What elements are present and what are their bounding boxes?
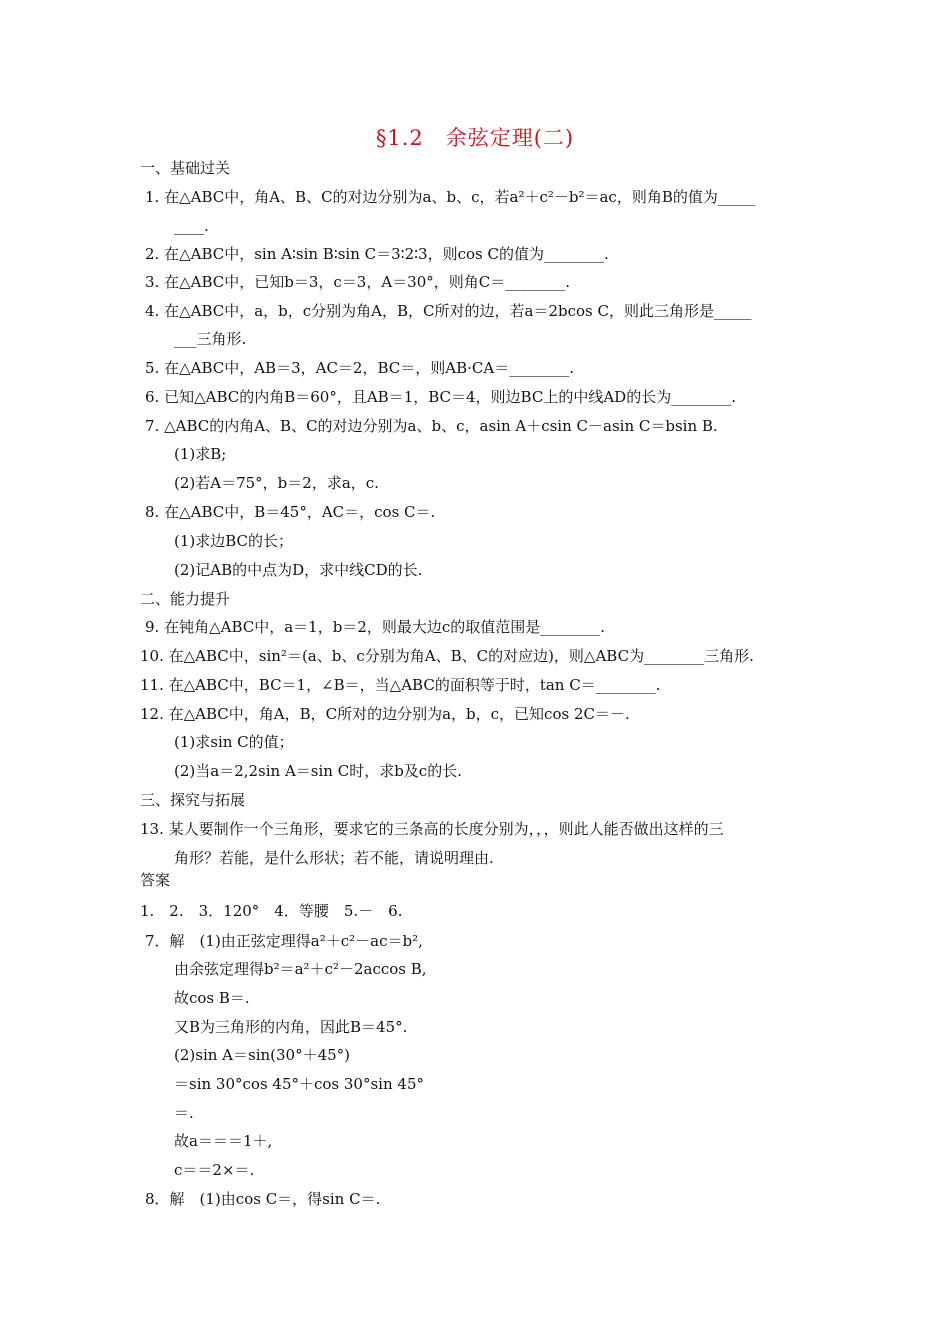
question-7: 7. △ABC的内角A、B、C的对边分别为a、b、c，asin A＋csin C－asin C＝bsin B. (145, 417, 718, 435)
answer-1-6: 1. 2. 3．120° 4．等腰 5.－ 6. (140, 902, 403, 920)
answer-7-line-3: 故cos B＝. (174, 989, 250, 1007)
question-6: 6. 已知△ABC的内角B＝60°，且AB＝1，BC＝4，则边BC上的中线AD的长为________. (145, 388, 736, 406)
question-2: 2. 在△ABC中，sin A∶sin B∶sin C＝3∶2∶3，则cos C的值为________. (145, 245, 609, 263)
answer-7-line-5: (2)sin A＝sin(30°＋45°) (174, 1046, 351, 1064)
question-4: 4. 在△ABC中，a，b，c分别为角A，B，C所对的边，若a＝2bcos C，则此三角形是_____ (145, 302, 752, 320)
question-8-part-1: (1)求边BC的长； (174, 532, 294, 550)
question-11: 11. 在△ABC中，BC＝1，∠B＝，当△ABC的面积等于时，tan C＝________. (140, 676, 661, 694)
answer-7-line-6: ＝sin 30°cos 45°＋cos 30°sin 45° (174, 1075, 424, 1093)
question-9: 9. 在钝角△ABC中，a＝1，b＝2，则最大边c的取值范围是________. (145, 618, 606, 636)
section-heading-answers: 答案 (140, 871, 171, 889)
question-12-part-2: (2)当a＝2,2sin A＝sin C时，求b及c的长. (174, 762, 462, 780)
answer-8: 8．解 (1)由cos C＝，得sin C＝. (145, 1190, 381, 1208)
answer-7-line-4: 又B为三角形的内角，因此B＝45°. (174, 1018, 408, 1036)
question-7-part-2: (2)若A＝75°，b＝2，求a，c. (174, 474, 379, 492)
page-title: §1.2 余弦定理(二) (375, 126, 575, 150)
question-1-continued: ____. (174, 217, 209, 235)
question-8-part-2: (2)记AB的中点为D，求中线CD的长. (174, 561, 423, 579)
question-12-part-1: (1)求sin C的值； (174, 733, 294, 751)
answer-7-line-8: 故a＝＝＝1＋, (174, 1132, 273, 1150)
section-heading-explore: 三、探究与拓展 (140, 791, 246, 809)
question-1: 1. 在△ABC中，角A、B、C的对边分别为a、b、c，若a²＋c²－b²＝ac，则角B的值为_____ (145, 188, 756, 206)
answer-7-line-9: c＝＝2×＝. (174, 1161, 255, 1179)
answer-7-line-2: 由余弦定理得b²＝a²＋c²－2accos B, (174, 960, 427, 978)
question-7-part-1: (1)求B; (174, 445, 227, 463)
question-10: 10. 在△ABC中，sin²＝(a、b、c分别为角A、B、C的对应边)，则△ABC为________三角形. (140, 647, 754, 665)
question-13-continued: 角形？若能，是什么形状；若不能，请说明理由. (174, 849, 494, 867)
section-heading-basic: 一、基础过关 (140, 159, 231, 177)
section-heading-advanced: 二、能力提升 (140, 590, 231, 608)
question-3: 3. 在△ABC中，已知b＝3，c＝3，A＝30°，则角C＝________. (145, 273, 570, 291)
answer-7: 7．解 (1)由正弦定理得a²＋c²－ac＝b², (145, 932, 423, 950)
question-8: 8. 在△ABC中，B＝45°，AC＝，cos C＝. (145, 503, 436, 521)
question-12: 12. 在△ABC中，角A，B，C所对的边分别为a，b，c，已知cos 2C＝－. (140, 705, 630, 723)
question-13: 13. 某人要制作一个三角形，要求它的三条高的长度分别为，，，则此人能否做出这样的三 (140, 820, 724, 838)
question-5: 5. 在△ABC中，AB＝3，AC＝2，BC＝，则AB·CA＝________. (145, 359, 574, 377)
answer-7-line-7: ＝. (174, 1104, 194, 1122)
question-4-continued: ___三角形. (174, 330, 247, 348)
